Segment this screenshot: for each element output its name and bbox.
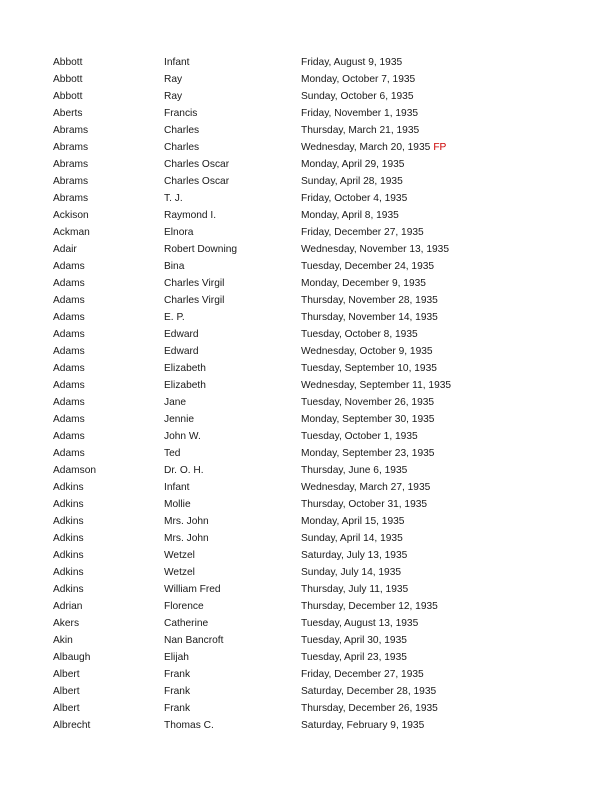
death-date: Monday, December 9, 1935 — [301, 278, 426, 289]
first-name: Mollie — [164, 499, 191, 510]
last-name: Adams — [53, 431, 85, 442]
first-name: Wetzel — [164, 550, 195, 561]
record-row — [0, 343, 612, 360]
record-row — [0, 105, 612, 122]
record-row — [0, 462, 612, 479]
death-date: Wednesday, October 9, 1935 — [301, 346, 433, 357]
record-row — [0, 632, 612, 649]
death-date: Monday, September 23, 1935 — [301, 448, 435, 459]
record-row — [0, 564, 612, 581]
death-date: Wednesday, November 13, 1935 — [301, 244, 449, 255]
first-name: Catherine — [164, 618, 209, 629]
death-date: Monday, April 15, 1935 — [301, 516, 405, 527]
record-row — [0, 139, 612, 156]
last-name: Adkins — [53, 567, 84, 578]
death-date: Saturday, February 9, 1935 — [301, 720, 425, 731]
date-cell — [301, 139, 446, 156]
last-name: Abrams — [53, 193, 89, 204]
record-row — [0, 394, 612, 411]
last-name: Adkins — [53, 533, 84, 544]
first-name: Frank — [164, 686, 191, 697]
record-row — [0, 666, 612, 683]
last-name: Adams — [53, 295, 85, 306]
first-name: Wetzel — [164, 567, 195, 578]
record-row — [0, 71, 612, 88]
death-date: Tuesday, August 13, 1935 — [301, 618, 419, 629]
first-name: T. J. — [164, 193, 183, 204]
record-row — [0, 581, 612, 598]
last-name: Ackison — [53, 210, 89, 221]
record-row — [0, 428, 612, 445]
first-name: Elizabeth — [164, 363, 206, 374]
first-name: Mrs. John — [164, 533, 209, 544]
death-date: Friday, November 1, 1935 — [301, 108, 419, 119]
death-date: Tuesday, November 26, 1935 — [301, 397, 435, 408]
last-name: Adams — [53, 329, 85, 340]
last-name: Adams — [53, 261, 85, 272]
first-name: Frank — [164, 703, 191, 714]
record-row — [0, 173, 612, 190]
first-name: Charles Virgil — [164, 278, 225, 289]
first-name: Elnora — [164, 227, 194, 238]
death-date: Tuesday, April 23, 1935 — [301, 652, 407, 663]
last-name: Abrams — [53, 159, 89, 170]
first-name: Ray — [164, 74, 183, 85]
death-date: Friday, August 9, 1935 — [301, 57, 403, 68]
record-row — [0, 700, 612, 717]
record-row — [0, 326, 612, 343]
death-date: Tuesday, December 24, 1935 — [301, 261, 435, 272]
last-name: Adams — [53, 397, 85, 408]
death-date: Monday, April 8, 1935 — [301, 210, 399, 221]
death-date: Saturday, July 13, 1935 — [301, 550, 408, 561]
first-name: Ted — [164, 448, 181, 459]
record-row — [0, 207, 612, 224]
death-date: Thursday, July 11, 1935 — [301, 584, 409, 595]
last-name: Adams — [53, 278, 85, 289]
last-name: Ackman — [53, 227, 90, 238]
last-name: Albert — [53, 686, 80, 697]
last-name: Adrian — [53, 601, 83, 612]
death-date: Thursday, December 12, 1935 — [301, 601, 438, 612]
record-row — [0, 224, 612, 241]
last-name: Akin — [53, 635, 73, 646]
death-date: Sunday, April 14, 1935 — [301, 533, 403, 544]
record-row — [0, 411, 612, 428]
first-name: Infant — [164, 57, 190, 68]
first-name: Florence — [164, 601, 204, 612]
record-row — [0, 360, 612, 377]
first-name: Francis — [164, 108, 198, 119]
last-name: Adkins — [53, 482, 84, 493]
last-name: Adams — [53, 414, 85, 425]
first-name: Charles — [164, 125, 200, 136]
first-name: Thomas C. — [164, 720, 214, 731]
first-name: Raymond I. — [164, 210, 217, 221]
first-name: John W. — [164, 431, 201, 442]
death-date: Monday, October 7, 1935 — [301, 74, 416, 85]
last-name: Adkins — [53, 550, 84, 561]
last-name: Abrams — [53, 125, 89, 136]
first-name: Jane — [164, 397, 187, 408]
last-name: Adair — [53, 244, 77, 255]
record-row — [0, 649, 612, 666]
first-name: Charles — [164, 142, 200, 153]
death-date: Friday, October 4, 1935 — [301, 193, 408, 204]
last-name: Abrams — [53, 176, 89, 187]
first-name: Elizabeth — [164, 380, 206, 391]
last-name: Abbott — [53, 57, 83, 68]
death-date: Thursday, June 6, 1935 — [301, 465, 408, 476]
first-name: Edward — [164, 329, 199, 340]
first-name: Frank — [164, 669, 191, 680]
death-date: Thursday, December 26, 1935 — [301, 703, 438, 714]
record-row — [0, 292, 612, 309]
last-name: Adkins — [53, 516, 84, 527]
first-name: Jennie — [164, 414, 195, 425]
record-row — [0, 445, 612, 462]
death-date: Sunday, July 14, 1935 — [301, 567, 402, 578]
first-name: Infant — [164, 482, 190, 493]
last-name: Abbott — [53, 74, 83, 85]
last-name: Adamson — [53, 465, 97, 476]
record-row — [0, 530, 612, 547]
last-name: Akers — [53, 618, 80, 629]
last-name: Adams — [53, 380, 85, 391]
death-date: Thursday, November 14, 1935 — [301, 312, 438, 323]
first-name: Edward — [164, 346, 199, 357]
death-date: Wednesday, September 11, 1935 — [301, 380, 452, 391]
first-name: Elijah — [164, 652, 189, 663]
last-name: Adkins — [53, 584, 84, 595]
death-date: Friday, December 27, 1935 — [301, 669, 424, 680]
last-name: Albert — [53, 703, 80, 714]
note-flag: FP — [433, 142, 447, 153]
last-name: Albrecht — [53, 720, 91, 731]
death-date: Tuesday, April 30, 1935 — [301, 635, 407, 646]
last-name: Adams — [53, 363, 85, 374]
death-date: Wednesday, March 27, 1935 — [301, 482, 431, 493]
record-row — [0, 717, 612, 734]
first-name: Dr. O. H. — [164, 465, 204, 476]
death-date: Thursday, March 21, 1935 — [301, 125, 420, 136]
last-name: Adams — [53, 346, 85, 357]
record-row — [0, 241, 612, 258]
first-name: Charles Virgil — [164, 295, 225, 306]
record-row — [0, 547, 612, 564]
record-row — [0, 88, 612, 105]
first-name: Robert Downing — [164, 244, 238, 255]
last-name: Abbott — [53, 91, 83, 102]
death-date: Tuesday, October 1, 1935 — [301, 431, 418, 442]
first-name: Nan Bancroft — [164, 635, 224, 646]
record-row — [0, 258, 612, 275]
record-row — [0, 615, 612, 632]
records-list — [0, 54, 612, 734]
first-name: Bina — [164, 261, 185, 272]
record-row — [0, 309, 612, 326]
first-name: Charles Oscar — [164, 159, 230, 170]
record-row — [0, 54, 612, 71]
record-row — [0, 275, 612, 292]
last-name: Abrams — [53, 142, 89, 153]
record-row — [0, 190, 612, 207]
record-row — [0, 479, 612, 496]
record-row — [0, 122, 612, 139]
last-name: Albert — [53, 669, 80, 680]
death-date: Wednesday, March 20, 1935 — [301, 142, 431, 153]
first-name: Mrs. John — [164, 516, 209, 527]
last-name: Adams — [53, 448, 85, 459]
first-name: William Fred — [164, 584, 221, 595]
death-date: Tuesday, September 10, 1935 — [301, 363, 437, 374]
last-name: Aberts — [53, 108, 83, 119]
last-name: Albaugh — [53, 652, 91, 663]
record-row — [0, 683, 612, 700]
last-name: Adams — [53, 312, 85, 323]
death-date: Thursday, November 28, 1935 — [301, 295, 438, 306]
death-date: Thursday, October 31, 1935 — [301, 499, 428, 510]
record-row — [0, 598, 612, 615]
last-name: Adkins — [53, 499, 84, 510]
death-date: Friday, December 27, 1935 — [301, 227, 424, 238]
record-row — [0, 513, 612, 530]
death-date: Sunday, April 28, 1935 — [301, 176, 403, 187]
record-row — [0, 496, 612, 513]
death-date: Tuesday, October 8, 1935 — [301, 329, 418, 340]
death-date: Monday, September 30, 1935 — [301, 414, 435, 425]
first-name: E. P. — [164, 312, 185, 323]
death-date: Monday, April 29, 1935 — [301, 159, 405, 170]
record-row — [0, 156, 612, 173]
first-name: Ray — [164, 91, 183, 102]
record-row — [0, 377, 612, 394]
death-date: Saturday, December 28, 1935 — [301, 686, 437, 697]
death-date: Sunday, October 6, 1935 — [301, 91, 414, 102]
first-name: Charles Oscar — [164, 176, 230, 187]
